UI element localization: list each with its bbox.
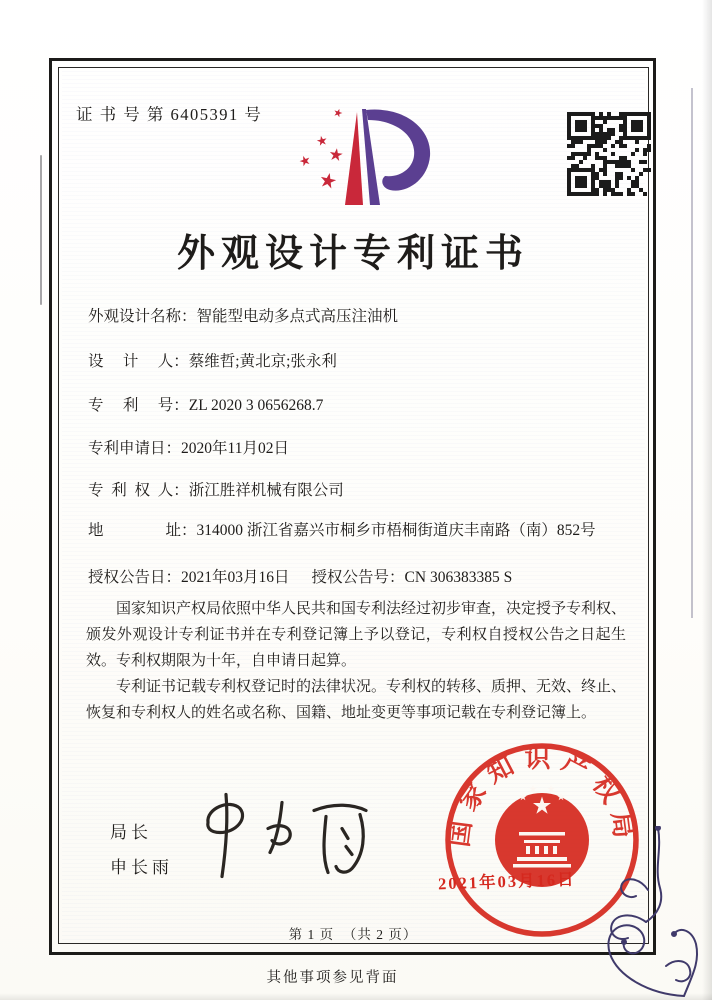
field-value: 蔡维哲;黄北京;张永利 [188, 353, 337, 370]
field-label: 授权公告号： [311, 569, 405, 586]
field-label: 专 利 权 人： [88, 482, 189, 499]
page-info: 第 1 页 （共 2 页） [288, 927, 418, 942]
legal-text [86, 596, 626, 726]
field-label: 授权公告日： [88, 569, 182, 586]
field-address [88, 520, 633, 542]
field-value: 浙江胜祥机械有限公司 [188, 482, 344, 499]
logo-monogram [345, 109, 430, 205]
field-grant-info [88, 567, 633, 589]
field-grant-date [88, 567, 290, 589]
legal-paragraph-2: 专利证书记载专利权登记时的法律状况。专利权的转移、质押、无效、终止、恢复和专利权人的姓名或名称、国籍、地址变更等事项记载在专利登记簿上。 [86, 679, 627, 721]
qr-code [567, 112, 651, 196]
legal-paragraph-1: 国家知识产权局依照中华人民共和国专利法经过初步审查，决定授予专利权、颁发外观设计专利证书并在专利登记簿上予以登记，专利权自授权公告之日起生效。专利权期限为十年，自申请日起算。 [86, 601, 627, 669]
seal-date: 2021年03月16日 [437, 869, 576, 894]
page-title: 外观设计专利证书 [176, 233, 529, 275]
field-patentee [88, 480, 633, 502]
field-design-name [88, 306, 633, 328]
field-filing-date [88, 438, 633, 460]
cnipa-logo-icon [290, 106, 440, 208]
field-label: 设 计 人： [88, 353, 189, 370]
logo-stars [298, 108, 343, 190]
field-label: 地 址： [88, 522, 197, 539]
field-value: 2020年11月02日 [181, 440, 289, 457]
paper-edge-artifact [40, 155, 42, 305]
field-label: 专 利 号： [88, 397, 189, 414]
seal-agency-text: 国家知识产权局 [444, 744, 640, 849]
field-label: 外观设计名称： [88, 308, 197, 325]
field-value: 314000 浙江省嘉兴市桐乡市梧桐街道庆丰南路（南）852号 [196, 522, 596, 539]
field-value: 2021年03月16日 [181, 569, 290, 586]
director-name: 申长雨 [110, 858, 173, 877]
field-patent-number [88, 395, 633, 417]
photo-edge-shadow [0, 993, 712, 1000]
paper-edge-artifact [691, 88, 693, 618]
field-label: 专利申请日： [88, 440, 182, 457]
director-signature [196, 788, 396, 884]
certificate-number: 证 书 号 第 6405391 号 [76, 105, 263, 124]
field-value: CN 306383385 S [404, 569, 513, 586]
field-value: ZL 2020 3 0656268.7 [188, 397, 324, 414]
director-title: 局长 [110, 823, 152, 842]
back-note: 其他事项参见背面 [266, 970, 399, 986]
field-value: 智能型电动多点式高压注油机 [196, 308, 399, 325]
field-designer [88, 351, 633, 373]
field-grant-number [312, 567, 513, 589]
photo-edge-shadow [702, 0, 712, 1000]
